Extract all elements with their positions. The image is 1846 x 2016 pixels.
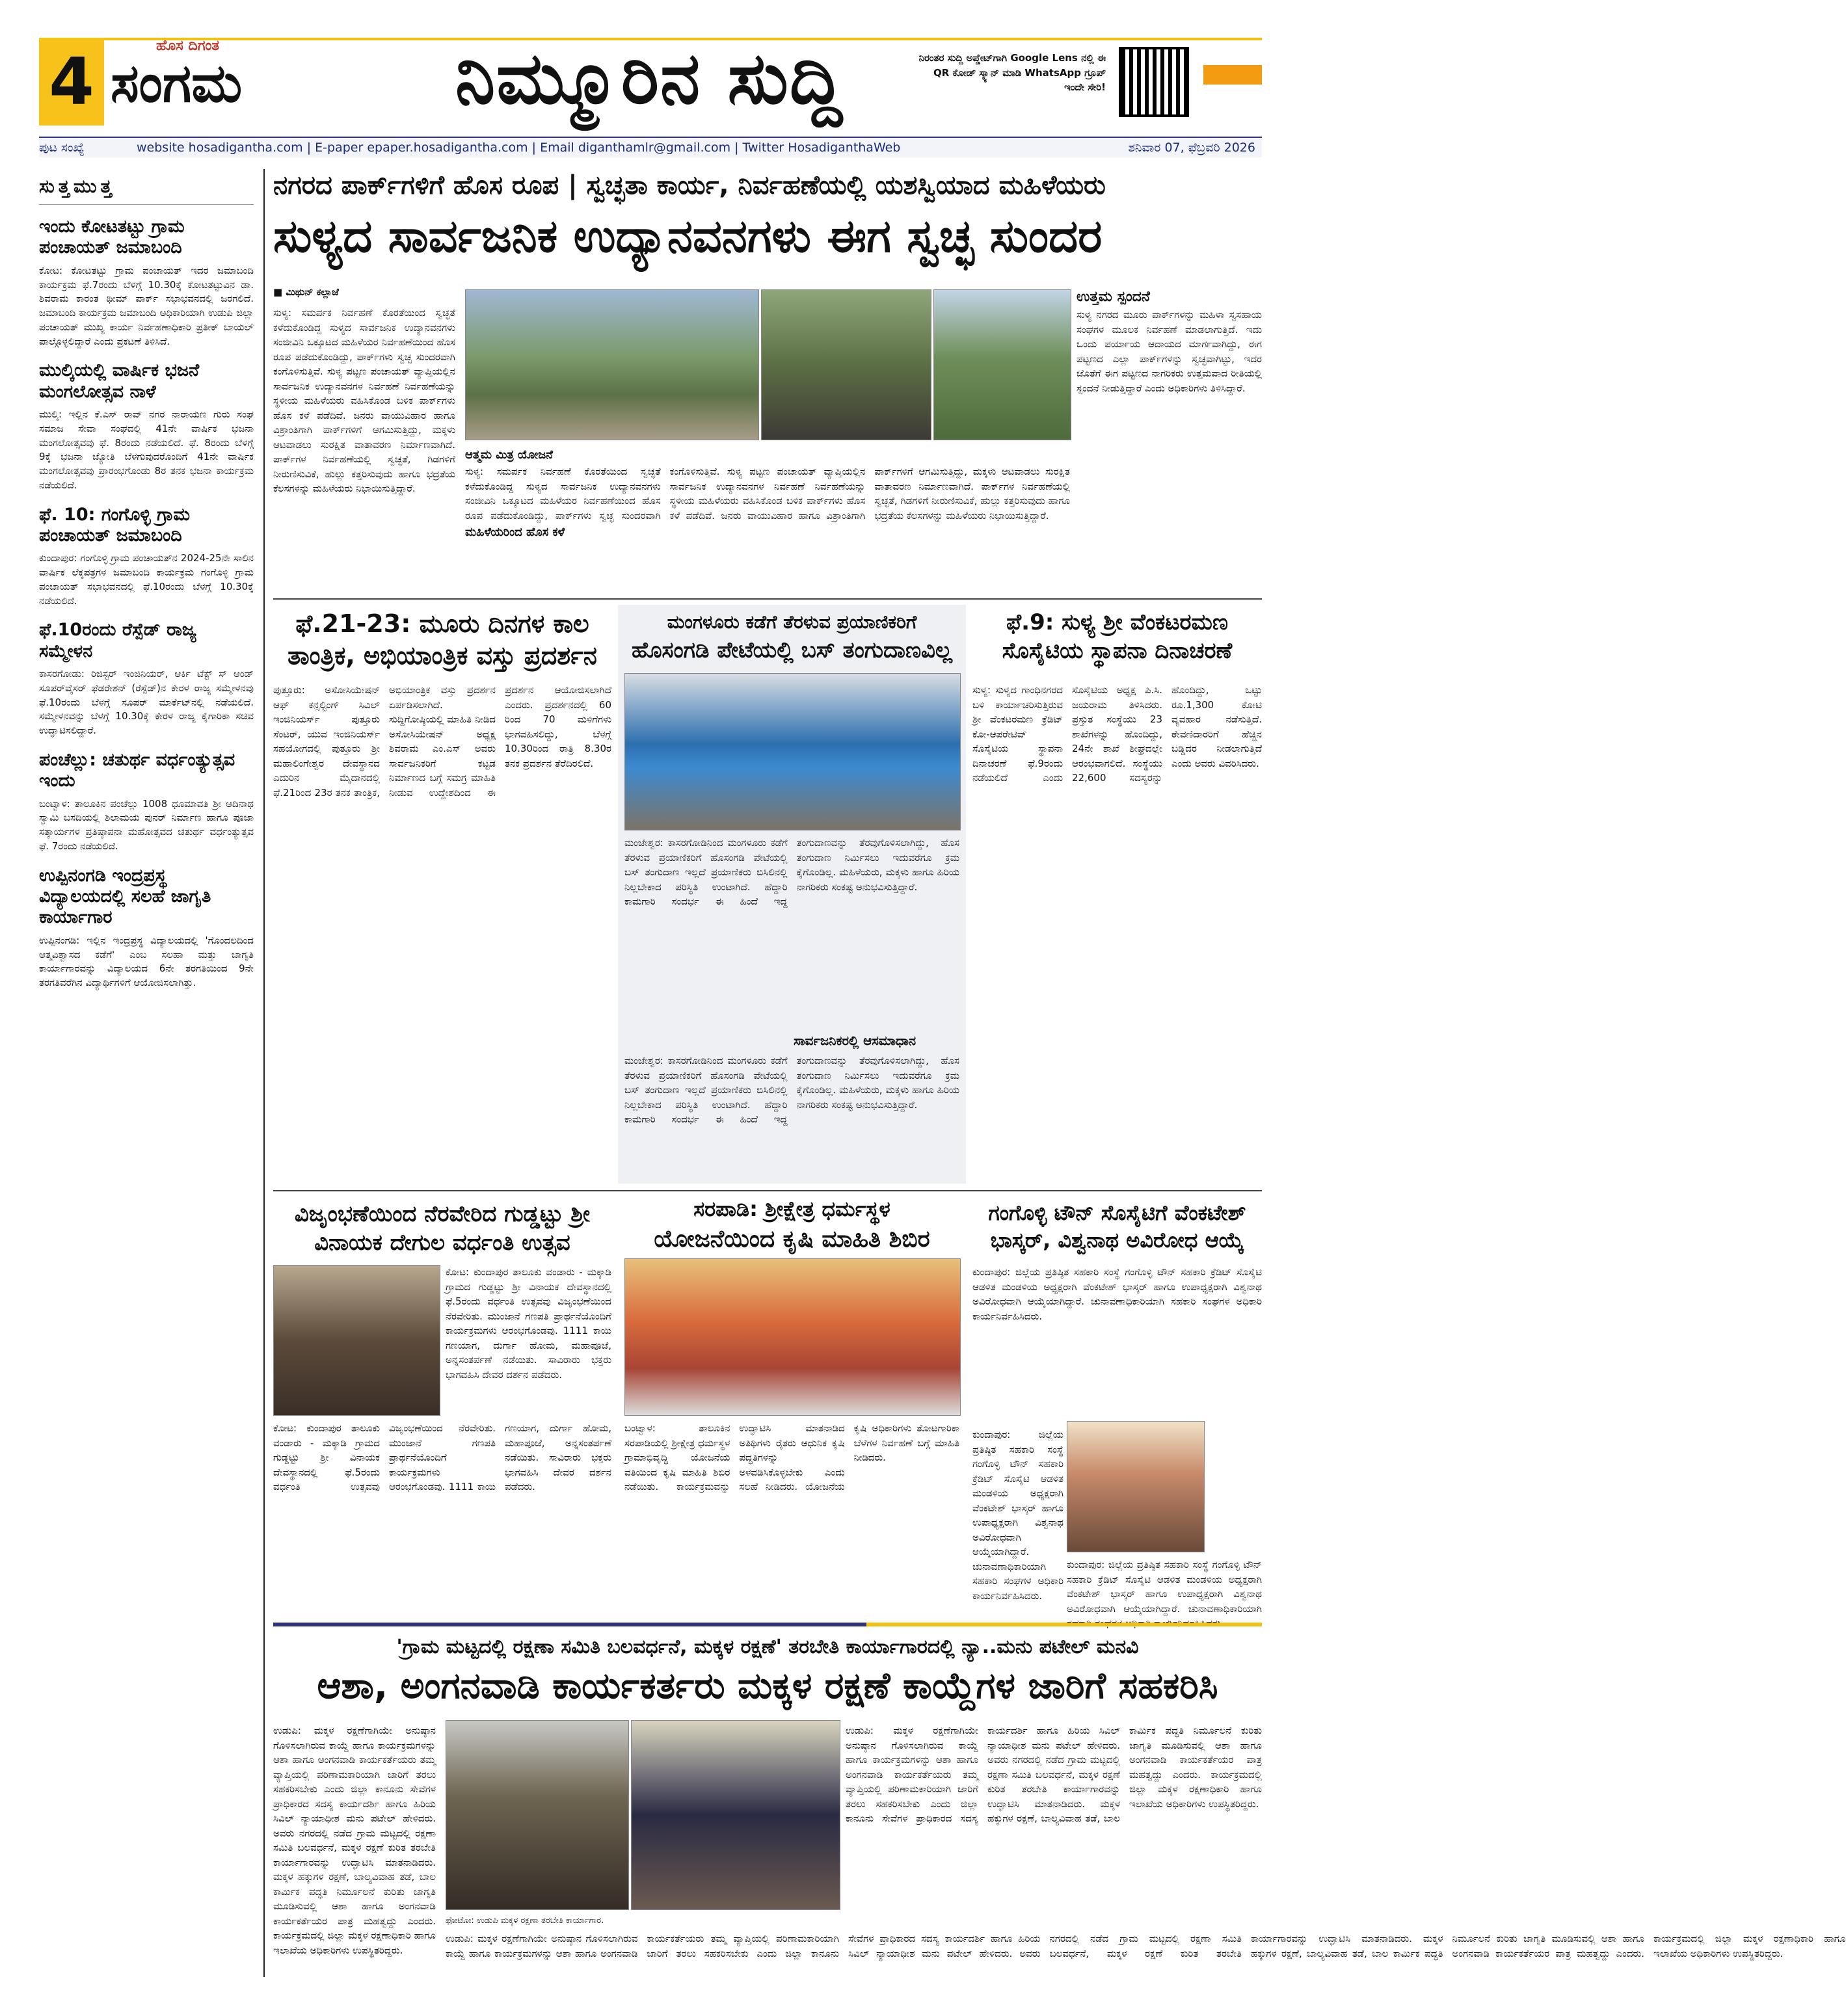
sidebar-header: ಸುತ್ತಮುತ್ತ xyxy=(39,176,254,205)
issue-date: ಶನಿವಾರ 07, ಫೆಬ್ರವರಿ 2026 xyxy=(1128,140,1255,155)
column-divider xyxy=(263,169,265,1977)
color-stripe xyxy=(273,1623,1262,1626)
bus-subhead: ಸಾರ್ವಜನಿಕರಲ್ಲಿ ಆಸಮಾಧಾನ xyxy=(794,1033,916,1048)
bottom-headline[interactable]: ಆಶಾ, ಅಂಗನವಾಡಿ ಕಾರ್ಯಕರ್ತರು ಮಕ್ಕಳ ರಕ್ಷಣೆ ಕಾಯ್ದೆಗಳ ಜಾರಿಗೆ ಸಹಕರಿಸಿ xyxy=(317,1665,1218,1707)
page-title: ನಿಮ್ಮೂರಿನ ಸುದ್ದಿ xyxy=(455,36,844,120)
lead-sidebar xyxy=(1077,286,1262,592)
brand-logo-text: ಹೊಸ ದಿಗಂತ xyxy=(156,38,220,54)
sidebar-item-text: ಉಪ್ಪಿನಂಗಡಿ: ಇಲ್ಲಿನ ಇಂದ್ರಪ್ರಸ್ಥ ವಿದ್ಯಾಲಯದಲ್ಲಿ 'ಗೊಂದಲದಿಂದ ಆತ್ಮವಿಶ್ವಾಸದ ಕಡೆಗೆ' ಎಂಬ ಸಲಹಾ ಮತ್ತು ಜಾಗೃತಿ ಕಾರ್ಯಾಗಾರವನ್ನು ವಿದ್ಯಾಲಯದ 6ನೇ ತರಗತಿಯಿಂದ 9ನೇ ತರಗತಿವರೆಗಿನ ವಿದ್ಯಾರ್ಥಿಗಳಿಗೆ ಆಯೋಜಿಸಲಾಗಿತ್ತು. xyxy=(39,934,254,989)
bus-body: ಮಂಜೇಶ್ವರ: ಕಾಸರಗೋಡಿನಿಂದ ಮಂಗಳೂರು ಕಡೆಗೆ ತೆರಳುವ ಪ್ರಯಾಣಿಕರಿಗೆ ಹೊಸಂಗಡಿ ಪೇಟೆಯಲ್ಲಿ ಬಸ್ ತಂಗುದಾಣ ಇಲ್ಲದೆ ಪ್ರಯಾಣಿಕರು ಬಿಸಿಲಿನಲ್ಲಿ ನಿಲ್ಲಬೇಕಾದ ಪರಿಸ್ಥಿತಿ ಉಂಟಾಗಿದೆ. ಹೆದ್ದಾರಿ ಕಾಮಗಾರಿ ಸಂದರ್ಭ ಈ ಹಿಂದೆ ಇದ್ದ ತಂಗುದಾಣವನ್ನು ತೆರವುಗೊಳಿಸಲಾಗಿದ್ದು, ಹೊಸ ತಂಗುದಾಣ ನಿರ್ಮಿಸಲು ಇದುವರೆಗೂ ಕ್ರಮ ಕೈಗೊಂಡಿಲ್ಲ. ಮಹಿಳೆಯರು, ಮಕ್ಕಳು ಹಾಗೂ ಹಿರಿಯ ನಾಗರಿಕರು ಸಂಕಷ್ಟ ಅನುಭವಿಸುತ್ತಿದ್ದಾರೆ. xyxy=(624,837,959,907)
park-photo-3[interactable] xyxy=(933,289,1071,440)
sidebar-item-title: ಫೆ.10ರಂದು ರೆಸ್ಪೆಡ್ ರಾಜ್ಯ ಸಮ್ಮೇಳನ xyxy=(39,620,196,661)
krishi-body: ಬಂಟ್ವಾಳ: ತಾಲೂಕಿನ ಸರಪಾಡಿಯಲ್ಲಿ ಶ್ರೀಕ್ಷೇತ್ರ ಧರ್ಮಸ್ಥಳ ಗ್ರಾಮಾಭಿವೃದ್ಧಿ ಯೋಜನೆಯ ವತಿಯಿಂದ ಕೃಷಿ ಮಾಹಿತಿ ಶಿಬಿರ ನಡೆಯಿತು. ಕಾರ್ಯಕ್ರಮವನ್ನು ಉದ್ಘಾಟಿಸಿ ಮಾತನಾಡಿದ ಅತಿಥಿಗಳು ರೈತರು ಆಧುನಿಕ ಕೃಷಿ ಪದ್ಧತಿಗಳನ್ನು ಅಳವಡಿಸಿಕೊಳ್ಳಬೇಕು ಎಂದು ಸಲಹೆ ನೀಡಿದರು. ಯೋಜನೆಯ ಕೃಷಿ ಅಧಿಕಾರಿಗಳು ತೋಟಗಾರಿಕಾ ಬೆಳೆಗಳ ನಿರ್ವಹಣೆ ಬಗ್ಗೆ ಮಾಹಿತಿ ನೀಡಿದರು. xyxy=(624,1422,959,1492)
sidebar-item xyxy=(39,620,254,738)
qr-promo-text: ನಿರಂತರ ಸುದ್ದಿ ಅಪ್ಡೇಟ್‌ಗಾಗಿ Google Lens ನಲ್ಲಿ ಈ QR ಕೋಡ್ ಸ್ಕ್ಯಾನ್ ಮಾಡಿ WhatsApp ಗ್ರೂಪ್ ಇಂದೇ ಸೇರಿ! xyxy=(918,52,1106,93)
qr-code[interactable] xyxy=(1119,47,1189,117)
krishi-headline[interactable]: ಯೋಜನೆಯಿಂದ ಕೃಷಿ ಮಾಹಿತಿ ಶಿಬಿರ xyxy=(654,1226,930,1253)
temple-body-2: ಕೋಟ: ಕುಂದಾಪುರ ತಾಲೂಕು ವಂಡಾರು - ಮಕ್ಕಾಡಿ ಗ್ರಾಮದ ಗುಡ್ಡಟ್ಟು ಶ್ರೀ ವಿನಾಯಕ ದೇವಸ್ಥಾನದಲ್ಲಿ ಫೆ.5ರಂದು ವರ್ಧಂತಿ ಉತ್ಸವವು ವಿಜೃಂಭಣೆಯಿಂದ ನೆರವೇರಿತು. ಮುಂಜಾನೆ ಗಣಪತಿ ಪ್ರಾರ್ಥನೆಯೊಂದಿಗೆ ಕಾರ್ಯಕ್ರಮಗಳು ಆರಂಭಗೊಂಡವು. 1111 ಕಾಯಿ ಗಣಯಾಗ, ದುರ್ಗಾ ಹೋಮ, ಮಹಾಪೂಜೆ, ಅನ್ನಸಂತರ್ಪಣೆ ನಡೆಯಿತು. ಸಾವಿರಾರು ಭಕ್ತರು ಭಾಗವಹಿಸಿ ದೇವರ ದರ್ಶನ ಪಡೆದರು. xyxy=(273,1422,611,1492)
park-photo-2[interactable] xyxy=(761,289,931,440)
gangolli-body-1: ಕುಂದಾಪುರ: ಜಿಲ್ಲೆಯ ಪ್ರತಿಷ್ಠಿತ ಸಹಕಾರಿ ಸಂಸ್ಥೆ ಗಂಗೊಳ್ಳಿ ಟೌನ್ ಸಹಕಾರಿ ಕ್ರೆಡಿಟ್ ಸೊಸೈಟಿ ಆಡಳಿತ ಮಂಡಳಿಯ ಅಧ್ಯಕ್ಷರಾಗಿ ವೆಂಕಟೇಶ್ ಭಾಸ್ಕರ್ ಹಾಗೂ ಉಪಾಧ್ಯಕ್ಷರಾಗಿ ವಿಶ್ವನಾಥ ಅವಿರೋಧವಾಗಿ ಆಯ್ಕೆಯಾಗಿದ್ದಾರೆ. ಚುನಾವಣಾಧಿಕಾರಿಯಾಗಿ ಸಹಕಾರಿ ಸಂಘಗಳ ಅಧಿಕಾರಿ ಕಾರ್ಯನಿರ್ವಹಿಸಿದರು. xyxy=(972,1266,1262,1322)
sidebar-item xyxy=(39,505,254,609)
bus-headline[interactable]: ಹೊಸಂಗಡಿ ಪೇಟೆಯಲ್ಲಿ ಬಸ್ ತಂಗುದಾಣವಿಲ್ಲ xyxy=(631,637,953,663)
gangolli-body-3: ಕುಂದಾಪುರ: ಜಿಲ್ಲೆಯ ಪ್ರತಿಷ್ಠಿತ ಸಹಕಾರಿ ಸಂಸ್ಥೆ ಗಂಗೊಳ್ಳಿ ಟೌನ್ ಸಹಕಾರಿ ಕ್ರೆಡಿಟ್ ಸೊಸೈಟಿ ಆಡಳಿತ ಮಂಡಳಿಯ ಅಧ್ಯಕ್ಷರಾಗಿ ವೆಂಕಟೇಶ್ ಭಾಸ್ಕರ್ ಹಾಗೂ ಉಪಾಧ್ಯಕ್ಷರಾಗಿ ವಿಶ್ವನಾಥ ಅವಿರೋಧವಾಗಿ ಆಯ್ಕೆಯಾಗಿದ್ದಾರೆ. ಚುನಾವಣಾಧಿಕಾರಿಯಾಗಿ xyxy=(1067,1559,1262,1615)
sidebar-item-text: ಕುಂದಾಪುರ: ಗಂಗೊಳ್ಳಿ ಗ್ರಾಮ ಪಂಚಾಯತ್‌ನ 2024-25ನೇ ಸಾಲಿನ ವಾರ್ಷಿಕ ಲೆಕ್ಕಪತ್ರಗಳ ಜಮಾಬಂದಿ ಕಾರ್ಯಕ್ರಮ ಗಂಗೊಳ್ಳಿ ಗ್ರಾಮ ಪಂಚಾಯತ್ ಸಭಾಭವನದಲ್ಲಿ ಫೆ.10ರಂದು ಬೆಳಗ್ಗೆ 10.30ಕ್ಕೆ ನಡೆಯಲಿದೆ. xyxy=(39,552,254,607)
temple-headline[interactable]: ವಿಜೃಂಭಣೆಯಿಂದ ನೆರವೇರಿದ ಗುಡ್ಡಟ್ಟು ಶ್ರೀ ವಿನಾಯಕ ದೇಗುಲ ವರ್ಧಂತಿ ಉತ್ಸವ xyxy=(294,1201,591,1256)
info-bar xyxy=(39,137,1262,157)
sidebar-item-text: ಕೋಟ: ಕೋಟತಟ್ಟು ಗ್ರಾಮ ಪಂಚಾಯತ್ ಇದರ ಜಮಾಬಂದಿ ಕಾರ್ಯಕ್ರಮ ಫೆ.7ರಂದು ಬೆಳಗ್ಗೆ 10.30ಕ್ಕೆ ಕೋಟತಟ್ಟುವಿನ ಡಾ. ಶಿವರಾಮ ಕಾರಂತ ಥೀಮ್ ಪಾರ್ಕ್ ಸಭಾಭವನದಲ್ಲಿ ಜರಗಲಿದೆ. ಜಮಾಬಂದಿ ಕಾರ್ಯಕ್ರಮ ಜಮಾಬಂದಿ ಅಧಿಕಾರಿಯಾಗಿ ಉಡುಪಿ ಜಿಲ್ಲಾ ಪಂಚಾಯತ್ ಮುಖ್ಯ ಕಾರ್ಯ ನಿರ್ವಹಣಾಧಿಕಾರಿ ಪ್ರತೀಕ್ ಬಾಯಲ್ ಪಾಲ್ಗೊಳ್ಳಲಿದ್ದಾರೆ ಎಂದು ಪ್ರಕಟಣೆ ತಿಳಿಸಿದೆ. xyxy=(39,264,254,347)
accent-block xyxy=(1203,65,1262,85)
lead-sidebar-text: ಸುಳ್ಯ ನಗರದ ಮೂರು ಪಾರ್ಕ್‌ಗಳನ್ನು ಮಹಿಳಾ ಸ್ವಸಹಾಯ ಸಂಘಗಳ ಮೂಲಕ ನಿರ್ವಹಣೆ ಮಾಡಲಾಗುತ್ತಿದೆ. ಇದು ಒಂದು ಪರ್ಯಾಯ ಆದಾಯದ ಮಾರ್ಗವಾಗಿದ್ದು, ಈಗ ಪಟ್ಟಣದ ಎಲ್ಲಾ ಪಾರ್ಕ್‌ಗಳನ್ನು ಸ್ವಚ್ಛವಾಗಿಟ್ಟು, ಇದರ ಜೊತೆಗೆ ಈಗ ಪಟ್ಟಣದ ನಾಗರಿಕರು ಉತ್ತಮವಾದ ರೀತಿಯಲ್ಲಿ ಸ್ಪಂದನೆ ನೀಡುತ್ತಿದ್ದಾರೆ ಎಂದು ಅಧಿಕಾರಿಗಳು ತಿಳಿಸಿದ್ದಾರೆ. xyxy=(1077,309,1262,394)
lead-subhead: ಮಹಿಳೆಯರಿಂದ ಹೊಸ ಕಳೆ xyxy=(465,525,565,539)
sidebar-item-text: ಮುಲ್ಕಿ: ಇಲ್ಲಿನ ಕೆ.ಎಸ್ ರಾವ್ ನಗರ ನಾರಾಯಣ ಗುರು ಸಂಘ ಸಮಾಜ ಸೇವಾ ಸಂಘದಲ್ಲಿ 41ನೇ ವಾರ್ಷಿಕ ಭಜನಾ ಮಂಗಲೋತ್ಸವವು ಫೆ. 8ರಂದು ನಡೆಯಲಿದೆ. ಫೆ. 8ರಂದು ಬೆಳಗ್ಗೆ 9ಕ್ಕೆ ಭಜನಾ ಜ್ಯೋತಿ ಬೆಳಗುವುದರೊಂದಿಗೆ 41ನೇ ವಾರ್ಷಿಕ ಮಂಗಲೋತ್ಸವವು ಪ್ರಾರಂಭಗೊಂಡು 8ರ ತನಕ ಭಜನಾ ಕಾರ್ಯಕ್ರಮ ನಡೆಯಲಿದೆ. xyxy=(39,408,254,491)
bottom-body-1: ಉಡುಪಿ: ಮಕ್ಕಳ ರಕ್ಷಣೆಗಾಗಿಯೇ ಅನುಷ್ಠಾನ ಗೊಳಿಸಲಾಗಿರುವ ಕಾಯ್ದೆ ಹಾಗೂ ಕಾರ್ಯಕ್ರಮಗಳನ್ನು ಆಶಾ ಹಾಗೂ ಅಂಗನವಾಡಿ ಕಾರ್ಯಕರ್ತೆಯರು ತಮ್ಮ ವ್ಯಾಪ್ತಿಯಲ್ಲಿ ಪರಿಣಾಮಕಾರಿಯಾಗಿ ಜಾರಿಗೆ ತರಲು ಸಹಕರಿಸಬೇಕು ಎಂದು ಜಿಲ್ಲಾ ಕಾನೂನು ಸೇವೆಗಳ ಪ್ರಾಧಿಕಾರದ ಸದಸ್ಯ ಕಾರ್ಯದರ್ಶಿ ಹಾಗೂ ಹಿರಿಯ ಸಿವಿಲ್ ನ್ಯಾಯಾಧೀಶ ಮನು ಪಟೇಲ್ ಹೇಳಿದರು. ಅವರು ನಗರದಲ್ಲಿ ನಡೆದ ಗ್ರಾಮ ಮಟ್ಟದಲ್ಲಿ ರಕ್ಷಣಾ ಸಮಿತಿ ಬಲವರ್ಧನೆ, ಮಕ್ಕಳ ರಕ್ಷಣೆ ಕುರಿತ ತರಬೇತಿ ಕಾರ್ಯಾಗಾರವನ್ನು ಉದ್ಘಾಟಿಸಿ ಮಾತನಾಡಿದರು. ಮಕ್ಕಳ ಹಕ್ಕುಗಳ ರಕ್ಷಣೆ, ಬಾಲ್ಯವಿವಾಹ ತಡೆ, ಬಾಲ ಕಾರ್ಮಿಕ ಪದ್ಧತಿ ನಿರ್ಮೂಲನೆ ಕುರಿತು ಜಾಗೃತಿ ಮೂಡಿಸುವಲ್ಲಿ ಆಶಾ ಹಾಗೂ ಅಂಗನವಾಡಿ ಕಾರ್ಯಕರ್ತೆಯರ ಪಾತ್ರ ಮಹತ್ವದ್ದು ಎಂದರು. ಕಾರ್ಯಕ್ರಮದಲ್ಲಿ ಜಿಲ್ಲಾ ಮಕ್ಕಳ ರಕ್ಷಣಾಧಿಕಾರಿ ಹಾಗೂ ಇಲಾಖೆಯ ಅಧಿಕಾರಿಗಳು ಉಪಸ್ಥಿತರಿದ್ದರು. xyxy=(273,1725,436,1956)
sidebar-item xyxy=(39,217,254,349)
society-headline[interactable]: ಫೆ.9: ಸುಳ್ಯ ಶ್ರೀ ವೆಂಕಟರಮಣ ಸೊಸೈಟಿಯ ಸ್ಥಾಪನಾ ದಿನಾಚರಣೆ xyxy=(1002,609,1233,665)
photo-caption: ಫೋಟೋ: ಉಡುಪಿ ಮಕ್ಕಳ ರಕ್ಷಣಾ ತರಬೇತಿ ಕಾರ್ಯಾಗಾರ. xyxy=(446,1916,604,1926)
lead-body-lower xyxy=(465,445,1070,595)
bottom-kicker: 'ಗ್ರಾಮ ಮಟ್ಟದಲ್ಲಿ ರಕ್ಷಣಾ ಸಮಿತಿ ಬಲವರ್ಧನೆ, ಮಕ್ಕಳ ರಕ್ಷಣೆ' ತರಬೇತಿ ಕಾರ್ಯಾಗಾರದಲ್ಲಿ ನ್ಯಾ..ಮನು ಪಟೇಲ್ ಮನವಿ xyxy=(396,1636,1139,1658)
divider xyxy=(273,1190,1262,1191)
krishi-photo[interactable] xyxy=(624,1258,961,1416)
sidebar-item xyxy=(39,866,254,990)
contact-links[interactable]: website hosadigantha.com | E-paper epaper.hosadigantha.com | Email diganthamlr@gmail.com | Twitter HosadiganthaWeb xyxy=(137,140,901,155)
gangolli-body-2: ಕುಂದಾಪುರ: ಜಿಲ್ಲೆಯ ಪ್ರತಿಷ್ಠಿತ ಸಹಕಾರಿ ಸಂಸ್ಥೆ ಗಂಗೊಳ್ಳಿ ಟೌನ್ ಸಹಕಾರಿ ಕ್ರೆಡಿಟ್ ಸೊಸೈಟಿ ಆಡಳಿತ ಮಂಡಳಿಯ ಅಧ್ಯಕ್ಷರಾಗಿ ವೆಂಕಟೇಶ್ ಭಾಸ್ಕರ್ ಹಾಗೂ ಉಪಾಧ್ಯಕ್ಷರಾಗಿ ವಿಶ್ವನಾಥ ಅವಿರೋಧವಾಗಿ ಆಯ್ಕೆಯಾಗಿದ್ದಾರೆ. ಚುನಾವಣಾಧಿಕಾರಿಯಾಗಿ ಸಹಕಾರಿ ಸಂಘಗಳ ಅಧಿಕಾರಿ ಕಾರ್ಯನಿರ್ವಹಿಸಿದರು. xyxy=(972,1429,1063,1602)
bottom-body-3: ಉಡುಪಿ: ಮಕ್ಕಳ ರಕ್ಷಣೆಗಾಗಿಯೇ ಅನುಷ್ಠಾನ ಗೊಳಿಸಲಾಗಿರುವ ಕಾಯ್ದೆ ಹಾಗೂ ಕಾರ್ಯಕ್ರಮಗಳನ್ನು ಆಶಾ ಹಾಗೂ ಅಂಗನವಾಡಿ ಕಾರ್ಯಕರ್ತೆಯರು ತಮ್ಮ ವ್ಯಾಪ್ತಿಯಲ್ಲಿ ಪರಿಣಾಮಕಾರಿಯಾಗಿ ಜಾರಿಗೆ ತರಲು ಸಹಕರಿಸಬೇಕು ಎಂದು ಜಿಲ್ಲಾ ಕಾನೂನು ಸೇವೆಗಳ ಪ್ರಾಧಿಕಾರದ ಸದಸ್ಯ ಕಾರ್ಯದರ್ಶಿ ಹಾಗೂ ಹಿರಿಯ ಸಿವಿಲ್ ನ್ಯಾಯಾಧೀಶ ಮನು ಪಟೇಲ್ ಹೇಳಿದರು. ಅವರು ನಗರದಲ್ಲಿ ನಡೆದ ಗ್ರಾಮ ಮಟ್ಟದಲ್ಲಿ ರಕ್ಷಣಾ ಸಮಿತಿ ಬಲವರ್ಧನೆ, ಮಕ್ಕಳ ರಕ್ಷಣೆ ಕುರಿತ ತರಬೇತಿ ಕಾರ್ಯಾಗಾರವನ್ನು ಉದ್ಘಾಟಿಸಿ ಮಾತನಾಡಿದರು. ಮಕ್ಕಳ ಹಕ್ಕುಗಳ ರಕ್ಷಣೆ, ಬಾಲ್ಯವಿವಾಹ ತಡೆ, ಬಾಲ ಕಾರ್ಮಿಕ ಪದ್ಧತಿ ನಿರ್ಮೂಲನೆ ಕುರಿತು ಜಾಗೃತಿ ಮೂಡಿಸುವಲ್ಲಿ ಆಶಾ ಹಾಗೂ ಅಂಗನವಾಡಿ ಕಾರ್ಯಕರ್ತೆಯರ ಪಾತ್ರ ಮಹತ್ವದ್ದು ಎಂದರು. ಕಾರ್ಯಕ್ರಮದಲ್ಲಿ ಜಿಲ್ಲಾ ಮಕ್ಕಳ ರಕ್ಷಣಾಧಿಕಾರಿ ಹಾಗೂ ಇಲಾಖೆಯ ಅಧಿಕಾರಿಗಳು ಉಪಸ್ಥಿತರಿದ್ದರು. xyxy=(846,1725,1262,1824)
lead-subhead: ಆತ್ಮಮ ಮಿತ್ರ ಯೋಜನೆ xyxy=(465,448,553,462)
lead-body-col1: ಸುಳ್ಯ: ಸಮರ್ಪಕ ನಿರ್ವಹಣೆ ಕೊರತೆಯಿಂದ ಸ್ವಚ್ಛತೆ ಕಳೆದುಕೊಂಡಿದ್ದ ಸುಳ್ಯದ ಸಾರ್ವಜನಿಕ ಉದ್ಯಾನವನಗಳು ಸಂಜೀವಿನಿ ಒಕ್ಕೂಟದ ಮಹಿಳೆಯರ ನಿರ್ವಹಣೆಯಿಂದ ಹೊಸ ರೂಪ ಪಡೆದುಕೊಂಡಿದ್ದು, ಪಾರ್ಕ್‌ಗಳು ಸ್ವಚ್ಛ ಸುಂದರವಾಗಿ ಕಂಗೊಳಿಸುತ್ತಿವೆ. ಸುಳ್ಯ ಪಟ್ಟಣ ಪಂಚಾಯತ್ ವ್ಯಾಪ್ತಿಯಲ್ಲಿನ ಸಾರ್ವಜನಿಕ ಉದ್ಯಾನವನಗಳ ನಿರ್ವಹಣೆ ನಿರ್ವಹಣೆಯನ್ನು ಸ್ಥಳೀಯ ಮಹಿಳೆಯರು ವಹಿಸಿಕೊಂಡ ಬಳಿಕ ಪಾರ್ಕ್‌ಗಳು ಹೊಸ ಕಳೆ ಪಡೆದಿವೆ. ಜನರು ವಾಯುವಿಹಾರ ಹಾಗೂ ವಿಶ್ರಾಂತಿಗಾಗಿ ಪಾರ್ಕ್‌ಗಳಿಗೆ ಆಗಮಿಸುತ್ತಿದ್ದು, ಮಕ್ಕಳು ಆಟವಾಡಲು ಸುರಕ್ಷಿತ ವಾತಾವರಣ ನಿರ್ಮಾಣವಾಗಿದೆ. ಪಾರ್ಕ್‌ಗಳ ನಿರ್ವಹಣೆಯಲ್ಲಿ ಸ್ವಚ್ಛತೆ, ಗಿಡಗಳಿಗೆ ನೀರುಣಿಸುವಿಕೆ, ಹುಲ್ಲು ಕತ್ತರಿಸುವುದು ಹಾಗೂ ಭದ್ರತೆಯ ಕೆಲಸಗಳನ್ನು ಮಹಿಳೆಯರು ನಿಭಾಯಿಸುತ್ತಿದ್ದಾರೆ. xyxy=(273,307,455,494)
sidebar-item xyxy=(39,750,254,854)
bus-stand-photo[interactable] xyxy=(624,673,961,830)
pages-label: ಪುಟ ಸಂಖ್ಯೆ xyxy=(39,140,85,155)
krishi-kicker: ಸರಪಾಡಿ: ಶ್ರೀಕ್ಷೇತ್ರ ಧರ್ಮಸ್ಥಳ xyxy=(693,1197,890,1221)
lead-body-col2: ಸುಳ್ಯ: ಸಮರ್ಪಕ ನಿರ್ವಹಣೆ ಕೊರತೆಯಿಂದ ಸ್ವಚ್ಛತೆ ಕಳೆದುಕೊಂಡಿದ್ದ ಸುಳ್ಯದ ಸಾರ್ವಜನಿಕ ಉದ್ಯಾನವನಗಳು ಸಂಜೀವಿನಿ ಒಕ್ಕೂಟದ ಮಹಿಳೆಯರ ನಿರ್ವಹಣೆಯಿಂದ ಹೊಸ ರೂಪ ಪಡೆದುಕೊಂಡಿದ್ದು, ಪಾರ್ಕ್‌ಗಳು ಸ್ವಚ್ಛ ಸುಂದರವಾಗಿ ಕಂಗೊಳಿಸುತ್ತಿವೆ. ಸುಳ್ಯ ಪಟ್ಟಣ ಪಂಚಾಯತ್ ವ್ಯಾಪ್ತಿಯಲ್ಲಿನ ಸಾರ್ವಜನಿಕ ಉದ್ಯಾನವನಗಳ ನಿರ್ವಹಣೆ ನಿರ್ವಹಣೆಯನ್ನು ಸ್ಥಳೀಯ ಮಹಿಳೆಯರು ವಹಿಸಿಕೊಂಡ ಬಳಿಕ ಪಾರ್ಕ್‌ಗಳು ಹೊಸ ಕಳೆ ಪಡೆದಿವೆ. ಜನರು ವಾಯುವಿಹಾರ ಹಾಗೂ ವಿಶ್ರಾಂತಿಗಾಗಿ ಪಾರ್ಕ್‌ಗಳಿಗೆ ಆಗಮಿಸುತ್ತಿದ್ದು, ಮಕ್ಕಳು ಆಟವಾಡಲು ಸುರಕ್ಷಿತ ವಾತಾವರಣ ನಿರ್ಮಾಣವಾಗಿದೆ. ಪಾರ್ಕ್‌ಗಳ ನಿರ್ವಹಣೆಯಲ್ಲಿ ಸ್ವಚ್ಛತೆ, ಗಿಡಗಳಿಗೆ ನೀರುಣಿಸುವಿಕೆ, ಹುಲ್ಲು ಕತ್ತರಿಸುವುದು ಹಾಗೂ ಭದ್ರತೆಯ ಕೆಲಸಗಳನ್ನು ಮಹಿಳೆಯರು ನಿಭಾಯಿಸುತ್ತಿದ್ದಾರೆ. xyxy=(465,466,1070,522)
sidebar-column xyxy=(39,176,254,1970)
society-body: ಸುಳ್ಯ: ಸುಳ್ಯದ ಗಾಂಧಿನಗರದ ಬಳಿ ಕಾರ್ಯಾಚರಿಸುತ್ತಿರುವ ಶ್ರೀ ವೆಂಕಟರಮಣ ಕ್ರೆಡಿಟ್ ಕೋ-ಆಪರೇಟಿವ್ ಸೊಸೈಟಿಯ ಸ್ಥಾಪನಾ ದಿನಾಚರಣೆ ಫೆ.9ರಂದು ನಡೆಯಲಿದೆ ಎಂದು ಸೊಸೈಟಿಯ ಅಧ್ಯಕ್ಷ ಪಿ.ಸಿ. ಜಯರಾಮ ತಿಳಿಸಿದರು. ಪ್ರಸ್ತುತ ಸಂಸ್ಥೆಯು 23 ಶಾಖೆಗಳನ್ನು ಹೊಂದಿದ್ದು, 24ನೇ ಶಾಖೆ ಶೀಘ್ರದಲ್ಲೇ ಆರಂಭವಾಗಲಿದೆ. ಸಂಸ್ಥೆಯು 22,600 ಸದಸ್ಯರನ್ನು ಹೊಂದಿದ್ದು, ಒಟ್ಟು ರೂ.1,300 ಕೋಟಿ ವ್ಯವಹಾರ ನಡೆಸುತ್ತಿದೆ. ಠೇವಣಿದಾರರಿಗೆ ಹೆಚ್ಚಿನ ಬಡ್ಡಿದರ ನೀಡಲಾಗುತ್ತಿದೆ ಎಂದು ಅವರು ವಿವರಿಸಿದರು. xyxy=(972,684,1262,784)
gangolli-headline[interactable]: ಗಂಗೊಳ್ಳಿ ಟೌನ್ ಸೊಸೈಟಿಗೆ ವೆಂಕಟೇಶ್ ಭಾಸ್ಕರ್, ವಿಶ್ವನಾಥ ಅವಿರೋಧ ಆಯ್ಕೆ xyxy=(988,1200,1246,1253)
page-number: 4 xyxy=(39,38,104,126)
divider xyxy=(273,598,1262,600)
sidebar-item-text: ಬಂಟ್ವಾಳ: ತಾಲೂಕಿನ ಪಂಚೆಲ್ಲು 1008 ಧೂಮಾವತಿ ಶ್ರೀ ಆದಿನಾಥ ಸ್ವಾಮಿ ಬಸದಿಯಲ್ಲಿ ಶಿಲಾಮಯ ಪುನರ್ ನಿರ್ಮಾಣ ಹಾಗೂ ಪೂಜಾ ಸತ್ಕಾರ್ಯಗಳ ಪ್ರತಿಷ್ಠಾಪನಾ ಮಹೋತ್ಸವದ ಚತುರ್ಥ ವರ್ಧಂತ್ಯುತ್ಸವ ಫೆ. 7ರಂದು ನಡೆಯಲಿದೆ. xyxy=(39,797,254,852)
temple-body-1: ಕೋಟ: ಕುಂದಾಪುರ ತಾಲೂಕು ವಂಡಾರು - ಮಕ್ಕಾಡಿ ಗ್ರಾಮದ ಗುಡ್ಡಟ್ಟು ಶ್ರೀ ವಿನಾಯಕ ದೇವಸ್ಥಾನದಲ್ಲಿ ಫೆ.5ರಂದು ವರ್ಧಂತಿ ಉತ್ಸವವು ವಿಜೃಂಭಣೆಯಿಂದ ನೆರವೇರಿತು. ಮುಂಜಾನೆ ಗಣಪತಿ ಪ್ರಾರ್ಥನೆಯೊಂದಿಗೆ ಕಾರ್ಯಕ್ರಮಗಳು ಆರಂಭಗೊಂಡವು. 1111 ಕಾಯಿ ಗಣಯಾಗ, ದುರ್ಗಾ ಹೋಮ, ಮಹಾಪೂಜೆ, ಅನ್ನಸಂತರ್ಪಣೆ ನಡೆಯಿತು. ಸಾವಿರಾರು ಭಕ್ತರು ಭಾಗವಹಿಸಿ ದೇವರ ದರ್ಶನ ಪಡೆದರು. xyxy=(446,1266,611,1381)
lead-byline: ■ ಮಿಥುನ್ ಕಲ್ಲಾಜೆ xyxy=(273,286,339,298)
workshop-photo-1[interactable] xyxy=(446,1720,629,1910)
workshop-photo-2[interactable] xyxy=(631,1720,840,1910)
sidebar-item xyxy=(39,360,254,492)
park-photo-1[interactable] xyxy=(465,289,759,440)
bus-kicker: ಮಂಗಳೂರು ಕಡೆಗೆ ತೆರಳುವ ಪ್ರಯಾಣಿಕರಿಗೆ xyxy=(667,611,917,633)
sidebar-item-text: ಕಾಸರಗೋಡು: ರಿಜಿಸ್ಟರ್ ಇಂಜಿನಿಯರ್, ಆರ್ಕಿ ಟೆಕ್ಟ್ ಸ್ ಆಂಡ್ ಸೂಪರ್‌ವೈಸರ್ ಫೆಡರೇಶನ್ (ರೆಸ್ಪೆಡ್)ನ ಕೇರಳ ರಾಜ್ಯ ಸಮ್ಮೇಳನವು ಫೆ.10ರಂದು ಬೆಳಗ್ಗೆ ಸೂಪರ್ ಮಾರ್ಕೆಟ್‌ನಲ್ಲಿ ನಡೆಯಲಿದೆ. ಸಮ್ಮೇಳನವನ್ನು ಬೆಳಗ್ಗೆ 10.30ಕ್ಕೆ ಕೇರಳ ರಾಜ್ಯ ಕೈಗಾರಿಕಾ ಸಚಿವ ಉದ್ಘಾಟಿಸಲಿದ್ದಾರೆ. xyxy=(39,668,254,737)
temple-photo[interactable] xyxy=(273,1265,440,1416)
sidebar-item-title: ಮುಲ್ಕಿಯಲ್ಲಿ ವಾರ್ಷಿಕ ಭಜನೆ ಮಂಗಲೋತ್ಸವ ನಾಳೆ xyxy=(39,360,200,402)
bottom-body-2: ಉಡುಪಿ: ಮಕ್ಕಳ ರಕ್ಷಣೆಗಾಗಿಯೇ ಅನುಷ್ಠಾನ ಗೊಳಿಸಲಾಗಿರುವ ಕಾಯ್ದೆ ಹಾಗೂ ಕಾರ್ಯಕ್ರಮಗಳನ್ನು ಆಶಾ ಹಾಗೂ ಅಂಗನವಾಡಿ ಕಾರ್ಯಕರ್ತೆಯರು ತಮ್ಮ ವ್ಯಾಪ್ತಿಯಲ್ಲಿ ಪರಿಣಾಮಕಾರಿಯಾಗಿ ಜಾರಿಗೆ ತರಲು ಸಹಕರಿಸಬೇಕು ಎಂದು ಜಿಲ್ಲಾ ಕಾನೂನು ಸೇವೆಗಳ ಪ್ರಾಧಿಕಾರದ ಸದಸ್ಯ ಕಾರ್ಯದರ್ಶಿ ಹಾಗೂ ಹಿರಿಯ ಸಿವಿಲ್ ನ್ಯಾಯಾಧೀಶ ಮನು ಪಟೇಲ್ ಹೇಳಿದರು. ಅವರು ನಗರದಲ್ಲಿ ನಡೆದ ಗ್ರಾಮ ಮಟ್ಟದಲ್ಲಿ ರಕ್ಷಣಾ ಸಮಿತಿ ಬಲವರ್ಧನೆ, ಮಕ್ಕಳ ರಕ್ಷಣೆ ಕುರಿತ ತರಬೇತಿ ಕಾರ್ಯಾಗಾರವನ್ನು ಉದ್ಘಾಟಿಸಿ ಮಾತನಾಡಿದರು. ಮಕ್ಕಳ ಹಕ್ಕುಗಳ ರಕ್ಷಣೆ, ಬಾಲ್ಯವಿವಾಹ ತಡೆ, ಬಾಲ ಕಾರ್ಮಿಕ ಪದ್ಧತಿ ನಿರ್ಮೂಲನೆ ಕುರಿತು ಜಾಗೃತಿ ಮೂಡಿಸುವಲ್ಲಿ ಆಶಾ ಹಾಗೂ ಅಂಗನವಾಡಿ ಕಾರ್ಯಕರ್ತೆಯರ ಪಾತ್ರ ಮಹತ್ವದ್ದು ಎಂದರು. ಕಾರ್ಯಕ್ರಮದಲ್ಲಿ ಜಿಲ್ಲಾ ಮಕ್ಕಳ ರಕ್ಷಣಾಧಿಕಾರಿ ಹಾಗೂ ಇಲಾಖೆಯ ಅಧಿಕಾರಿಗಳು ಉಪಸ್ಥಿತರಿದ್ದರು. xyxy=(446,1933,1846,1959)
lead-kicker: ನಗರದ ಪಾರ್ಕ್‌ಗಳಿಗೆ ಹೊಸ ರೂಪ | ಸ್ವಚ್ಛತಾ ಕಾರ್ಯ, ನಿರ್ವಹಣೆಯಲ್ಲಿ ಯಶಸ್ವಿಯಾದ ಮಹಿಳೆಯರು xyxy=(273,170,1106,200)
section-title: ಸಂಗಮ xyxy=(111,53,243,114)
exhibition-body: ಪುತ್ತೂರು: ಅಸೋಸಿಯೇಷನ್ ಆಫ್ ಕನ್ಸಲ್ಟಿಂಗ್ ಸಿವಿಲ್ ಇಂಜಿನಿಯರ್ಸ್ ಪುತ್ತೂರು ಸೆಂಟರ್, ಯುವ ಇಂಜಿನಿಯರ್ಸ್ ಸಹಯೋಗದಲ್ಲಿ ಪುತ್ತೂರು ಶ್ರೀ ಮಹಾಲಿಂಗೇಶ್ವರ ದೇವಸ್ಥಾನದ ಎದುರಿನ ಮೈದಾನದಲ್ಲಿ ಫೆ.21ರಿಂದ 23ರ ತನಕ ತಾಂತ್ರಿಕ, ಅಭಿಯಾಂತ್ರಿಕ ವಸ್ತು ಪ್ರದರ್ಶನ ಏರ್ಪಡಿಸಲಾಗಿದೆ. ಸುದ್ದಿಗೋಷ್ಠಿಯಲ್ಲಿ ಮಾಹಿತಿ ನೀಡಿದ ಅಸೋಸಿಯೇಷನ್ ಅಧ್ಯಕ್ಷ ಶಿವರಾಮ ಎಂ.ಎಸ್ ಅವರು ಸಾರ್ವಜನಿಕರಿಗೆ ಕಟ್ಟಡ ನಿರ್ಮಾಣದ ಬಗ್ಗೆ ಸಮಗ್ರ ಮಾಹಿತಿ ನೀಡುವ ಉದ್ದೇಶದಿಂದ ಈ ಪ್ರದರ್ಶನ ಆಯೋಜಿಸಲಾಗಿದೆ ಎಂದರು. ಪ್ರದರ್ಶನದಲ್ಲಿ 60 ರಿಂದ 70 ಮಳಿಗೆಗಳು ಭಾಗವಹಿಸಲಿದ್ದು, ಬೆಳಗ್ಗೆ 10.30ರಿಂದ ರಾತ್ರಿ 8.30ರ ತನಕ ಪ್ರದರ್ಶನ ತೆರೆದಿರಲಿದೆ. xyxy=(273,684,611,799)
sidebar-item-title: ಫೆ. 10: ಗಂಗೊಳ್ಳಿ ಗ್ರಾಮ ಪಂಚಾಯತ್ ಜಮಾಬಂದಿ xyxy=(39,504,191,546)
lead-headline[interactable]: ಸುಳ್ಯದ ಸಾರ್ವಜನಿಕ ಉದ್ಯಾನವನಗಳು ಈಗ ಸ್ವಚ್ಛ ಸುಂದರ xyxy=(273,209,1103,263)
bus-body-2: ಮಂಜೇಶ್ವರ: ಕಾಸರಗೋಡಿನಿಂದ ಮಂಗಳೂರು ಕಡೆಗೆ ತೆರಳುವ ಪ್ರಯಾಣಿಕರಿಗೆ ಹೊಸಂಗಡಿ ಪೇಟೆಯಲ್ಲಿ ಬಸ್ ತಂಗುದಾಣ ಇಲ್ಲದೆ ಪ್ರಯಾಣಿಕರು ಬಿಸಿಲಿನಲ್ಲಿ ನಿಲ್ಲಬೇಕಾದ ಪರಿಸ್ಥಿತಿ ಉಂಟಾಗಿದೆ. ಹೆದ್ದಾರಿ ಕಾಮಗಾರಿ ಸಂದರ್ಭ ಈ ಹಿಂದೆ ಇದ್ದ ತಂಗುದಾಣವನ್ನು ತೆರವುಗೊಳಿಸಲಾಗಿದ್ದು, ಹೊಸ ತಂಗುದಾಣ ನಿರ್ಮಿಸಲು ಇದುವರೆಗೂ ಕ್ರಮ ಕೈಗೊಂಡಿಲ್ಲ. ಮಹಿಳೆಯರು, ಮಕ್ಕಳು ಹಾಗೂ ಹಿರಿಯ ನಾಗರಿಕರು ಸಂಕಷ್ಟ ಅನುಭವಿಸುತ್ತಿದ್ದಾರೆ. xyxy=(624,1055,959,1125)
sidebar-item-title: ಇಂದು ಕೋಟತಟ್ಟು ಗ್ರಾಮ ಪಂಚಾಯತ್ ಜಮಾಬಂದಿ xyxy=(39,217,185,258)
exhibition-headline[interactable]: ಫೆ.21-23: ಮೂರು ದಿನಗಳ ಕಾಲ ತಾಂತ್ರಿಕ, ಅಭಿಯಾಂತ್ರಿಕ ವಸ್ತು ಪ್ರದರ್ಶನ xyxy=(288,609,597,670)
gangolli-photo[interactable] xyxy=(1067,1421,1205,1552)
sidebar-item-title: ಪಂಚೆಲ್ಲು: ಚತುರ್ಥ ವರ್ಧಂತ್ಯುತ್ಸವ ಇಂದು xyxy=(39,749,235,791)
lead-sidebar-title: ಉತ್ತಮ ಸ್ಪಂದನೆ xyxy=(1077,289,1150,305)
sidebar-item-title: ಉಪ್ಪಿನಂಗಡಿ ಇಂದ್ರಪ್ರಸ್ಥ ವಿದ್ಯಾಲಯದಲ್ಲಿ ಸಲಹೆ ಜಾಗೃತಿ ಕಾರ್ಯಾಗಾರ xyxy=(39,865,211,928)
